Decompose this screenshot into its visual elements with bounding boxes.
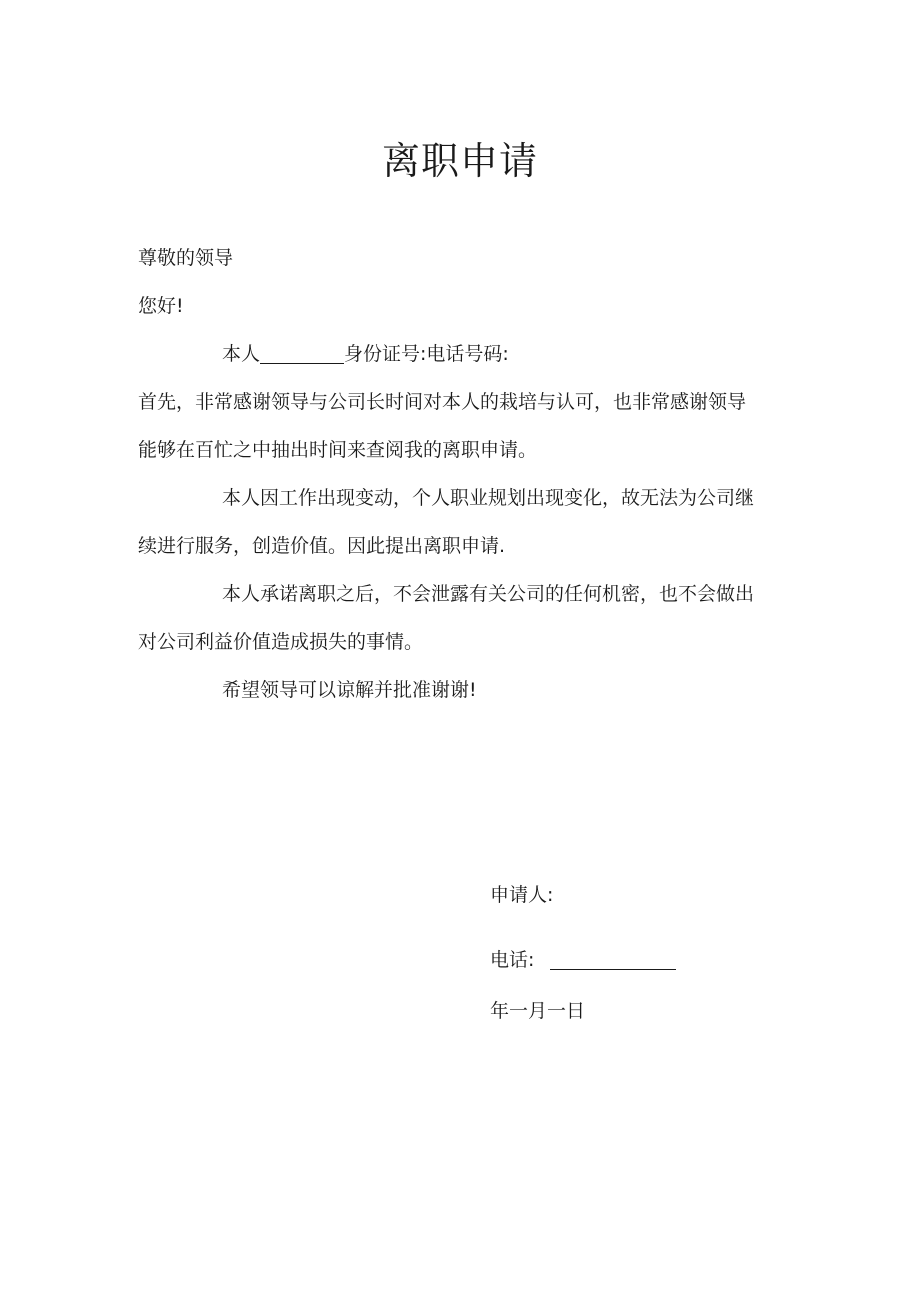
intro-suffix: 身份证号:电话号码: — [344, 343, 509, 365]
paragraph-1-line-1: 首先，非常感谢领导与公司长时间对本人的栽培与认可，也非常感谢领导 — [138, 391, 747, 413]
paragraph-2-line-1: 本人因工作出现变动，个人职业规划出现变化，故无法为公司继 — [222, 487, 755, 509]
phone-blank — [550, 943, 676, 970]
phone-label: 电话: — [490, 949, 535, 971]
salutation: 尊敬的领导 — [138, 247, 234, 269]
phone-line — [490, 943, 676, 975]
name-blank — [260, 337, 344, 364]
intro-line — [138, 330, 788, 378]
document-title: 离职申请 — [381, 139, 538, 183]
letter-body — [138, 234, 788, 714]
paragraph-3-line-1: 本人承诺离职之后，不会泄露有关公司的任何机密，也不会做出 — [222, 583, 755, 605]
date-line: 年一月一日 — [490, 1000, 586, 1022]
intro-prefix: 本人 — [222, 343, 261, 365]
paragraph-2-line-2: 续进行服务，创造价值。因此提出离职申请. — [138, 535, 506, 557]
applicant-label: 申请人: — [490, 884, 554, 906]
paragraph-1-line-2: 能够在百忙之中抽出时间来查阅我的离职申请。 — [138, 439, 538, 461]
greeting: 您好! — [138, 295, 184, 317]
paragraph-3-line-2: 对公司利益价值造成损失的事情。 — [138, 631, 424, 653]
closing-line: 希望领导可以谅解并批准谢谢! — [222, 679, 477, 701]
